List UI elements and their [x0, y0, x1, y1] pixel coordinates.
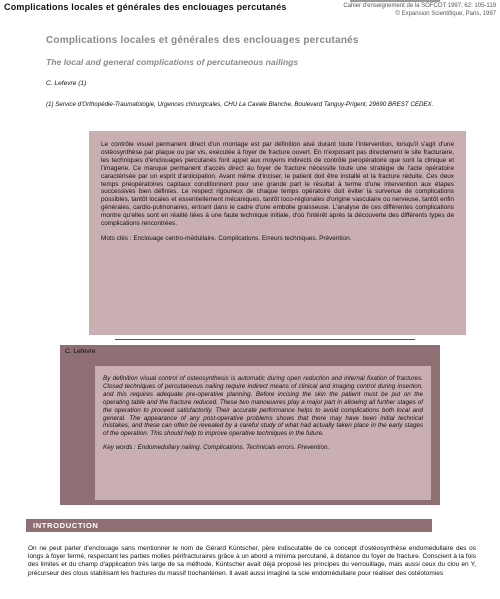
- abstract-author-label: C. Lefevre: [65, 348, 96, 355]
- article-title: Complications locales et générales des enclouages percutanés: [46, 35, 359, 46]
- page-header: [0, 0, 500, 36]
- copyright-notice: © Expansion Scientifique, Paris, 1997: [395, 11, 496, 17]
- keywords-french: Mots clés : Enclouage centro-médullaire. Complications. Erreurs techniques. Prévention.: [101, 234, 352, 242]
- abstract-english-box: [95, 366, 431, 500]
- author-line: C. Lefevre (1): [46, 80, 87, 87]
- introduction-text: On ne peut parler d'enclouage sans mentionner le nom de Gérard Küntscher, père indiscutable de ce concept d'ostéosynthèse endomédullaire des os longs à foyer fermé, respectant les parties molles périfracturaires grâce à un abord a minima percutané, à distance du foyer de fracture. Conscient à la fois des limites et du champ d'application très large de sa méthode, Küntscher avait déjà proposé les principes du verrouillage, mais aussi ceux du clou en Y, précurseur des clous stabilisant les fractures du massif trochantérien. Il avait aussi imaginé la scie endomédullaire pour réaliser des ostéotomies: [28, 545, 476, 577]
- abstract-english-text: By definition visual control of osteosynthesis is automatic during open reduction and internal fixation of fractures. Closed techniques of percutaneous nailing require indirect means of clinical and imaging control during insertion, and this requires adequate pre-operative planning. Before incising the skin the patient must be put on the operating table and the fracture reduced. These two manoeuvres play a major part in allowing all further stages of the operation to proceed satisfactorily. Their accurate performance helps to avoid complications both local and general. The appearance of any post-operative problems shows that there may have been initial technical mistakes, and these can often be revealed by a careful study of what had actually taken place in the early stages of the operation. This should help to improve operative techniques in the future.: [103, 375, 423, 438]
- journal-reference: [316, 2, 496, 18]
- keywords-english: Key words : Endomedullary nailing. Complications. Technicals errors. Prevention.: [103, 444, 330, 452]
- article-title-english: The local and general complications of percutaneous nailings: [46, 57, 299, 67]
- abstract-english: [60, 345, 440, 505]
- author-affiliation: (1) Service d'Orthopédie-Traumatologie, Urgences chirurgicales, CHU La Cavale Blanche, Boulevard Tanguy-Prigent, 29690 BREST CEDEX.: [46, 101, 434, 108]
- journal-citation: Cahier d'enseignement de la SOFCOT 1997; 62: 105-119: [343, 3, 496, 9]
- running-title: Complications locales et générales des enclouages percutanés: [4, 2, 287, 12]
- abstract-french-text: Le contrôle visuel permanent direct d'un montage est par définition aisé durant toute l'intervention, lorsqu'il s'agit d'une ostéosynthèse par plaque ou par vis, exécutée à foyer de fracture ouvert. En n'exposant pas directement le site fracturaire, les techniques d'enclouages percutanés font appel aux moyens indirects de contrôle peropératoire que sont la clinique et l'imagerie. Ce manque permanent d'accès direct au foyer de fracture nécessite toute une stratégie de l'acte opératoire caractérisée par un esprit d'anticipation. Avant même d'inciser, le patient doit être installé et la fracture réduite. Ces deux temps préopératoires capitaux conditionnent pour une grande part le résultat à terme d'une intervention aux étapes successives bien définies. Le respect rigoureux de chaque temps opératoire doit éviter la survenue de complications possibles, tantôt locales et essentiellement mécaniques, tantôt loco-régionales d'origine vasculaire ou nerveuse, tantôt enfin générales, cardio-pulmonaires, entrant dans le cadre d'une embolie graisseuse. L'analyse de ces différentes complications montre qu'elles sont en réalité liées à une faute technique initiale, d'où l'intérêt après la découverte des différents types de complications rencontrées.: [101, 141, 454, 228]
- abstract-divider: [115, 339, 415, 340]
- section-heading-introduction: INTRODUCTION: [26, 519, 432, 532]
- abstract-french: [89, 131, 466, 335]
